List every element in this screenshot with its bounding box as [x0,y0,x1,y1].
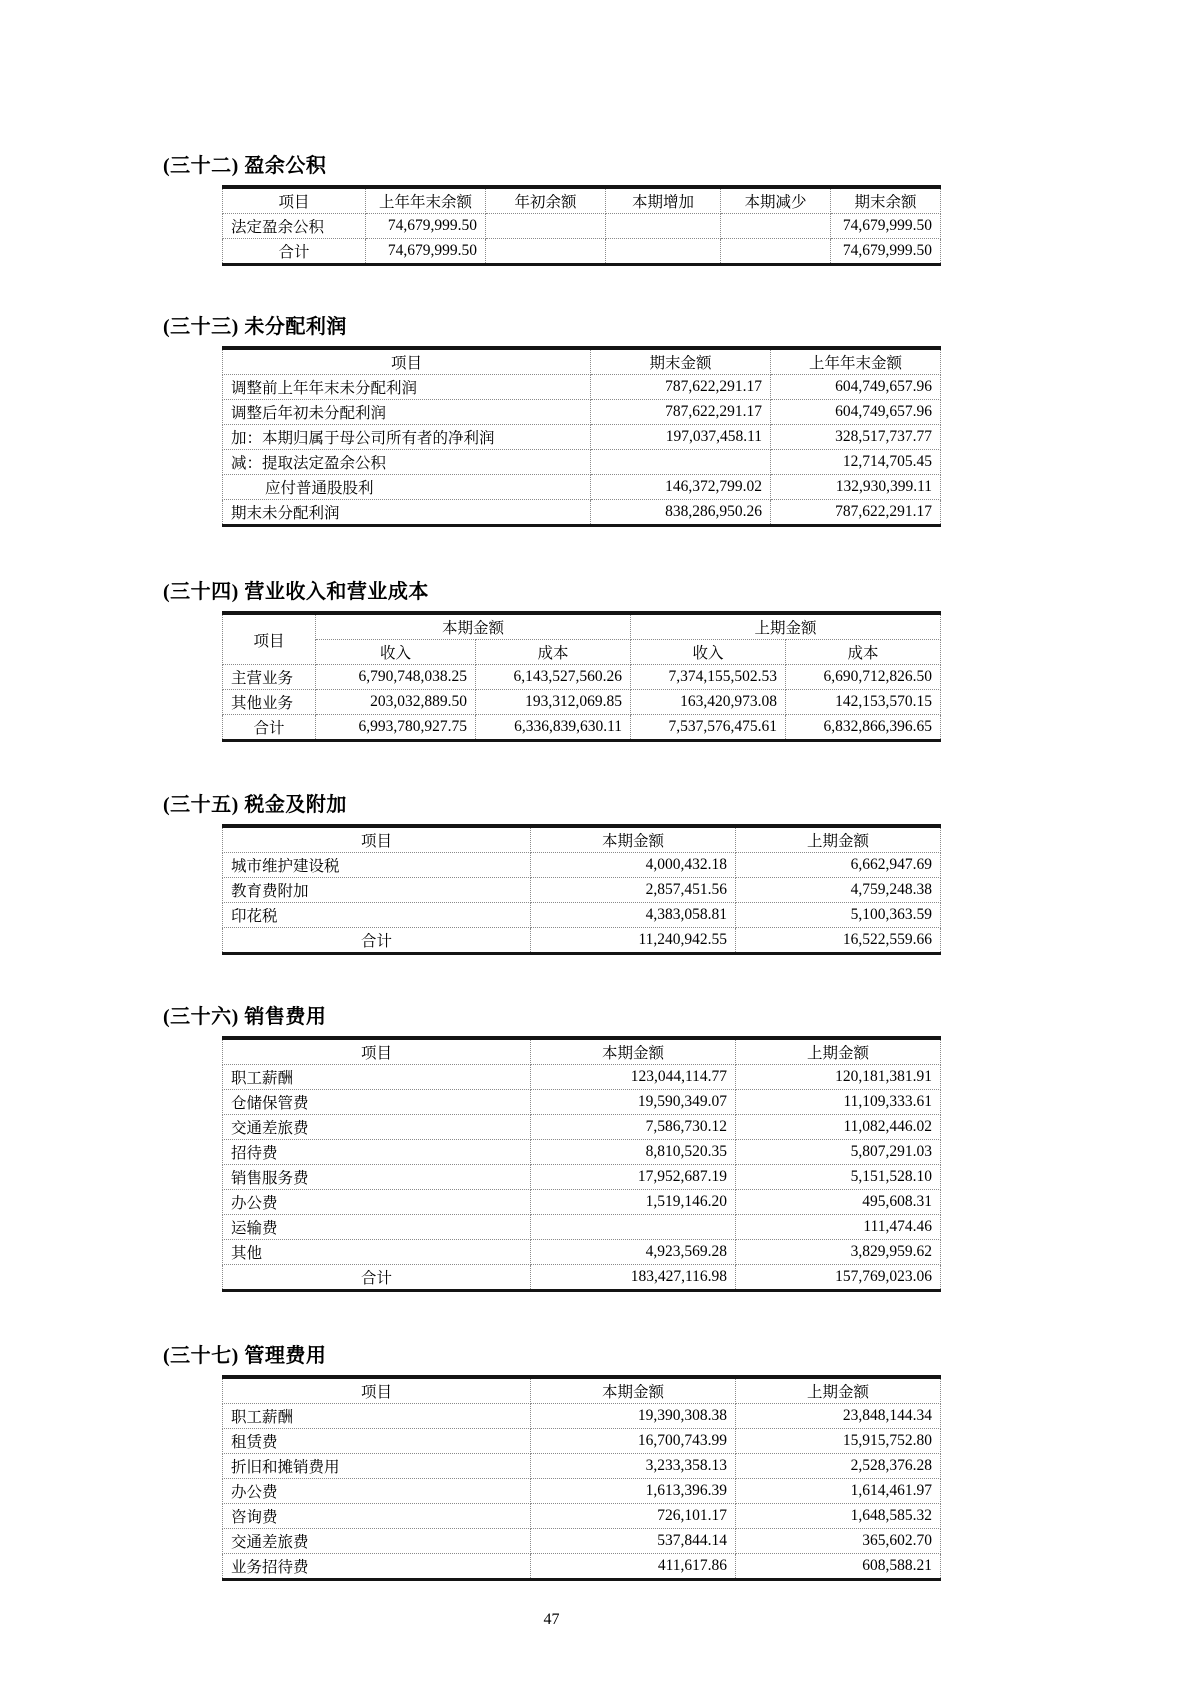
amount-cell: 120,181,381.91 [736,1065,941,1090]
amount-cell: 6,790,748,038.25 [316,665,476,690]
amount-cell: 4,923,569.28 [531,1240,736,1265]
row-label-cell: 减：提取法定盈余公积 [223,450,591,475]
row-label-cell: 交通差旅费 [223,1115,531,1140]
amount-cell: 5,100,363.59 [736,903,941,928]
section-heading: (三十七) 管理费用 [163,1345,327,1367]
amount-cell: 8,810,520.35 [531,1140,736,1165]
table-row [223,1454,941,1479]
row-label-cell: 调整前上年年末未分配利润 [223,375,591,400]
amount-cell: 12,714,705.45 [771,450,941,475]
amount-cell: 7,374,155,502.53 [631,665,786,690]
amount-cell: 19,590,349.07 [531,1090,736,1115]
column-header: 上期金额 [736,826,941,853]
amount-cell: 74,679,999.50 [831,214,941,239]
amount-cell: 604,749,657.96 [771,400,941,425]
taxes-surcharges-table [222,824,941,955]
table-row [223,903,941,928]
amount-cell: 1,648,585.32 [736,1504,941,1529]
table-row [223,1140,941,1165]
row-label-cell: 调整后年初未分配利润 [223,400,591,425]
row-label-cell: 仓储保管费 [223,1090,531,1115]
section-taxes-surcharges [163,792,940,955]
table-row [223,853,941,878]
column-header: 项目 [223,613,316,665]
table-header-row [223,613,941,640]
column-header: 上年年末金额 [771,348,941,375]
table-row [223,1240,941,1265]
column-header: 本期金额 [531,1038,736,1065]
amount-cell: 365,602.70 [736,1529,941,1554]
table-row [223,425,941,450]
column-header: 本期增加 [606,187,721,214]
row-label-cell: 职工薪酬 [223,1065,531,1090]
table-row [223,1404,941,1429]
amount-cell [606,239,721,265]
table-row [223,214,941,239]
section-undistributed-profit [163,314,940,527]
amount-cell: 74,679,999.50 [366,214,486,239]
amount-cell: 19,390,308.38 [531,1404,736,1429]
table-row [223,1529,941,1554]
table-row [223,1265,941,1291]
revenue-cost-table [222,611,941,742]
row-label-cell: 合计 [223,715,316,741]
row-label-cell: 交通差旅费 [223,1529,531,1554]
amount-cell: 11,240,942.55 [531,928,736,954]
amount-cell: 163,420,973.08 [631,690,786,715]
amount-cell: 1,519,146.20 [531,1190,736,1215]
amount-cell: 123,044,114.77 [531,1065,736,1090]
table-row [223,1190,941,1215]
column-header: 本期减少 [721,187,831,214]
row-label-cell: 期末未分配利润 [223,500,591,526]
column-header: 收入 [631,640,786,665]
amount-cell [531,1215,736,1240]
amount-cell: 411,617.86 [531,1554,736,1580]
amount-cell: 787,622,291.17 [771,500,941,526]
table-row [223,1504,941,1529]
amount-cell: 132,930,399.11 [771,475,941,500]
amount-cell: 787,622,291.17 [591,375,771,400]
table-row [223,475,941,500]
section-heading: (三十五) 税金及附加 [163,794,347,816]
column-header: 成本 [476,640,631,665]
amount-cell: 7,537,576,475.61 [631,715,786,741]
undistributed-profit-table [222,346,941,527]
table-row [223,1115,941,1140]
amount-cell [486,214,606,239]
amount-cell: 5,807,291.03 [736,1140,941,1165]
section-heading: (三十二) 盈余公积 [163,155,327,177]
row-label-cell: 业务招待费 [223,1554,531,1580]
amount-cell: 838,286,950.26 [591,500,771,526]
table-row [223,1554,941,1580]
amount-cell: 2,857,451.56 [531,878,736,903]
amount-cell: 5,151,528.10 [736,1165,941,1190]
section-heading: (三十四) 营业收入和营业成本 [163,581,429,603]
table-row [223,500,941,526]
amount-cell: 23,848,144.34 [736,1404,941,1429]
amount-cell: 142,153,570.15 [786,690,941,715]
amount-cell: 3,233,358.13 [531,1454,736,1479]
amount-cell: 3,829,959.62 [736,1240,941,1265]
table-row [223,239,941,265]
section-heading: (三十三) 未分配利润 [163,316,347,338]
amount-cell: 7,586,730.12 [531,1115,736,1140]
row-label-cell: 租赁费 [223,1429,531,1454]
amount-cell: 11,109,333.61 [736,1090,941,1115]
column-header: 项目 [223,1038,531,1065]
amount-cell: 2,528,376.28 [736,1454,941,1479]
row-label-cell: 招待费 [223,1140,531,1165]
column-header: 项目 [223,826,531,853]
amount-cell: 6,690,712,826.50 [786,665,941,690]
row-label-cell: 加：本期归属于母公司所有者的净利润 [223,425,591,450]
table-subheader-row [223,640,941,665]
row-label-cell: 教育费附加 [223,878,531,903]
section-revenue-cost [163,579,940,742]
amount-cell: 15,915,752.80 [736,1429,941,1454]
table-row [223,1090,941,1115]
column-header: 年初余额 [486,187,606,214]
section-admin-expenses [163,1343,940,1581]
selling-expenses-table [222,1036,941,1292]
table-header-row [223,1377,941,1404]
amount-cell [606,214,721,239]
row-label-cell: 运输费 [223,1215,531,1240]
amount-cell: 1,613,396.39 [531,1479,736,1504]
row-label-cell: 应付普通股股利 [223,475,591,500]
amount-cell: 16,700,743.99 [531,1429,736,1454]
amount-cell: 1,614,461.97 [736,1479,941,1504]
table-header-row [223,187,941,214]
row-label-cell: 法定盈余公积 [223,214,366,239]
amount-cell [591,450,771,475]
amount-cell: 6,336,839,630.11 [476,715,631,741]
section-selling-expenses [163,1004,940,1292]
amount-cell: 6,143,527,560.26 [476,665,631,690]
amount-cell: 74,679,999.50 [831,239,941,265]
row-label-cell: 咨询费 [223,1504,531,1529]
column-header: 期末金额 [591,348,771,375]
table-header-row [223,826,941,853]
row-label-cell: 折旧和摊销费用 [223,1454,531,1479]
amount-cell: 4,383,058.81 [531,903,736,928]
amount-cell [721,214,831,239]
amount-cell: 146,372,799.02 [591,475,771,500]
amount-cell: 726,101.17 [531,1504,736,1529]
table-row [223,1065,941,1090]
table-row [223,1165,941,1190]
section-surplus-reserve [163,153,940,266]
amount-cell: 74,679,999.50 [366,239,486,265]
table-row [223,1429,941,1454]
row-label-cell: 职工薪酬 [223,1404,531,1429]
amount-cell: 6,832,866,396.65 [786,715,941,741]
amount-cell: 16,522,559.66 [736,928,941,954]
page-number: 47 [543,1611,560,1628]
admin-expenses-table [222,1375,941,1581]
column-group-header: 本期金额 [316,613,631,640]
column-header: 本期金额 [531,826,736,853]
column-header: 本期金额 [531,1377,736,1404]
table-row [223,715,941,741]
row-label-cell: 合计 [223,928,531,954]
amount-cell: 604,749,657.96 [771,375,941,400]
amount-cell: 328,517,737.77 [771,425,941,450]
table-header-row [223,1038,941,1065]
column-header: 上期金额 [736,1377,941,1404]
amount-cell: 4,000,432.18 [531,853,736,878]
amount-cell: 11,082,446.02 [736,1115,941,1140]
table-row [223,928,941,954]
surplus-reserve-table [222,185,941,266]
amount-cell: 111,474.46 [736,1215,941,1240]
amount-cell: 197,037,458.11 [591,425,771,450]
row-label-cell: 合计 [223,239,366,265]
table-row [223,1479,941,1504]
amount-cell: 787,622,291.17 [591,400,771,425]
column-header: 收入 [316,640,476,665]
column-header: 项目 [223,348,591,375]
column-header: 上期金额 [736,1038,941,1065]
column-header: 成本 [786,640,941,665]
table-row [223,878,941,903]
amount-cell: 203,032,889.50 [316,690,476,715]
row-label-cell: 主营业务 [223,665,316,690]
table-row [223,665,941,690]
amount-cell [721,239,831,265]
table-row [223,400,941,425]
column-header: 上年年末余额 [366,187,486,214]
row-label-cell: 其他 [223,1240,531,1265]
row-label-cell: 城市维护建设税 [223,853,531,878]
amount-cell: 4,759,248.38 [736,878,941,903]
amount-cell: 157,769,023.06 [736,1265,941,1291]
column-header: 期末余额 [831,187,941,214]
amount-cell: 6,662,947.69 [736,853,941,878]
row-label-cell: 销售服务费 [223,1165,531,1190]
row-label-cell: 其他业务 [223,690,316,715]
table-row [223,450,941,475]
amount-cell: 17,952,687.19 [531,1165,736,1190]
table-row [223,690,941,715]
amount-cell: 608,588.21 [736,1554,941,1580]
table-row [223,375,941,400]
amount-cell: 193,312,069.85 [476,690,631,715]
table-row [223,1215,941,1240]
amount-cell: 495,608.31 [736,1190,941,1215]
column-header: 项目 [223,1377,531,1404]
row-label-cell: 办公费 [223,1190,531,1215]
column-header: 项目 [223,187,366,214]
row-label-cell: 办公费 [223,1479,531,1504]
row-label-cell: 印花税 [223,903,531,928]
column-group-header: 上期金额 [631,613,941,640]
amount-cell: 6,993,780,927.75 [316,715,476,741]
row-label-cell: 合计 [223,1265,531,1291]
section-heading: (三十六) 销售费用 [163,1006,327,1028]
table-header-row [223,348,941,375]
amount-cell: 183,427,116.98 [531,1265,736,1291]
amount-cell: 537,844.14 [531,1529,736,1554]
amount-cell [486,239,606,265]
